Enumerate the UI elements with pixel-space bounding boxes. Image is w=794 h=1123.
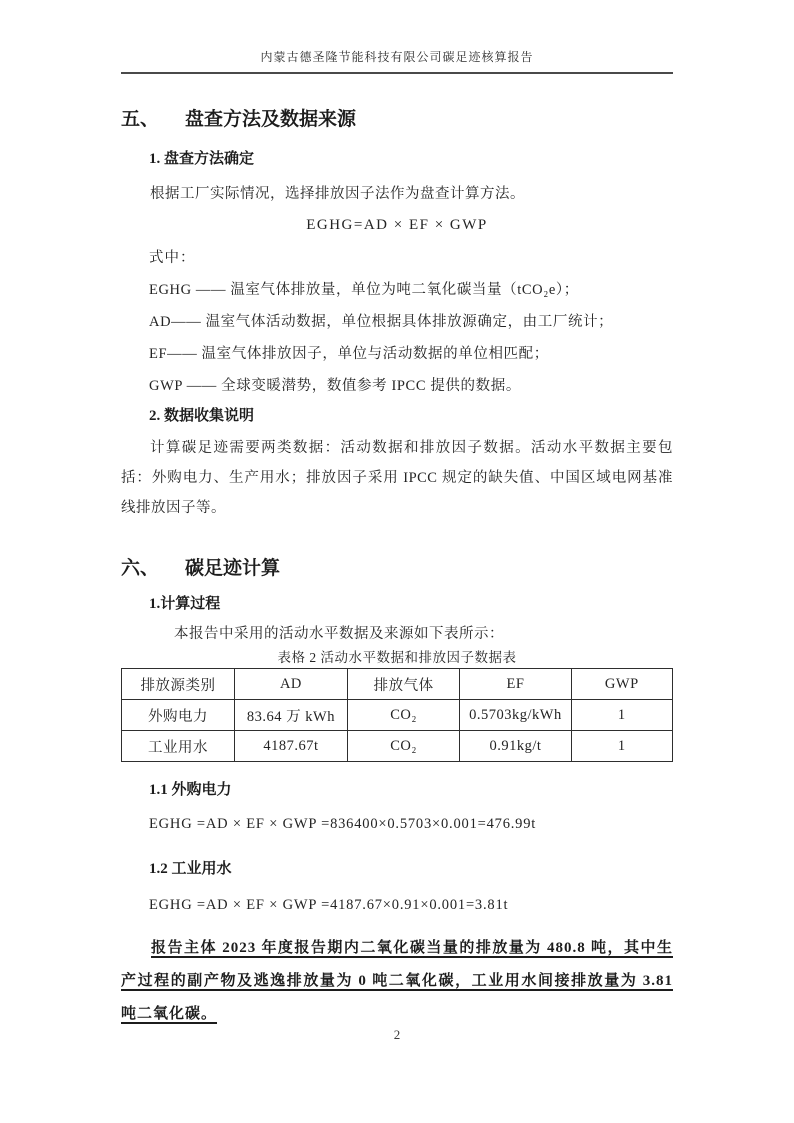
definition-ad: AD—— 温室气体活动数据，单位根据具体排放源确定，由工厂统计； bbox=[149, 314, 614, 330]
page-number: 2 bbox=[393, 1027, 401, 1042]
section-title-survey-methods: 盘查方法及数据来源 bbox=[185, 109, 357, 130]
section-heading-carbon-calculation bbox=[121, 555, 673, 582]
section-heading-survey-methods bbox=[121, 106, 673, 133]
table-row-electricity bbox=[122, 700, 673, 731]
cell-electricity-gas: CO₂ bbox=[347, 700, 459, 731]
where-label: 式中： bbox=[149, 250, 196, 266]
table-row-water bbox=[122, 731, 673, 762]
definition-ef: EF—— 温室气体排放因子，单位与活动数据的单位相匹配； bbox=[149, 346, 549, 362]
cell-electricity-source: 外购电力 bbox=[122, 700, 235, 731]
calculation-water: EGHG =AD × EF × GWP =4187.67×0.91×0.001=3.81t bbox=[149, 897, 509, 913]
header-cell-gwp: GWP bbox=[571, 669, 672, 700]
section-number-five: 五、 bbox=[121, 109, 160, 130]
header-cell-emission-source: 排放源类别 bbox=[122, 669, 235, 700]
subheading-method-determination: 1. 盘查方法确定 bbox=[149, 151, 255, 167]
definition-eghg: EGHG —— 温室气体排放量，单位为吨二氧化碳当量（tCO₂e）； bbox=[149, 282, 579, 298]
cell-electricity-ad: 83.64 万 kWh bbox=[234, 700, 347, 731]
header-cell-ef: EF bbox=[460, 669, 571, 700]
subheading-calculation-process: 1.计算过程 bbox=[149, 596, 221, 612]
table-header-row bbox=[122, 669, 673, 700]
section-number-six: 六、 bbox=[121, 558, 160, 579]
header-cell-ad: AD bbox=[234, 669, 347, 700]
paragraph-data-collection: 计算碳足迹需要两类数据：活动数据和排放因子数据。活动水平数据主要包括：外购电力、生产用水；排放因子采用 IPCC 规定的缺失值、中国区域电网基准线排放因子等。 bbox=[121, 440, 673, 516]
cell-water-ad: 4187.67t bbox=[234, 731, 347, 762]
formula-eghg: EGHG=AD × EF × GWP bbox=[306, 217, 488, 233]
calculation-electricity: EGHG =AD × EF × GWP =836400×0.5703×0.001=476.99t bbox=[149, 816, 537, 832]
cell-water-gwp: 1 bbox=[571, 731, 672, 762]
section-title-carbon-calculation: 碳足迹计算 bbox=[185, 558, 281, 579]
paragraph-method: 根据工厂实际情况，选择排放因子法作为盘查计算方法。 bbox=[150, 186, 525, 202]
cell-water-gas: CO₂ bbox=[347, 731, 459, 762]
definitions-list bbox=[121, 274, 673, 402]
paragraph-table-intro: 本报告中采用的活动水平数据及来源如下表所示： bbox=[174, 626, 504, 642]
header-cell-emission-gas: 排放气体 bbox=[347, 669, 459, 700]
subheading-industrial-water: 1.2 工业用水 bbox=[149, 861, 232, 877]
cell-water-source: 工业用水 bbox=[122, 731, 235, 762]
activity-data-table bbox=[121, 668, 673, 762]
table-caption: 表格 2 活动水平数据和排放因子数据表 bbox=[277, 650, 517, 665]
subheading-data-collection: 2. 数据收集说明 bbox=[149, 408, 255, 424]
cell-electricity-ef: 0.5703kg/kWh bbox=[460, 700, 571, 731]
cell-electricity-gwp: 1 bbox=[571, 700, 672, 731]
running-header-title: 内蒙古德圣隆节能科技有限公司碳足迹核算报告 bbox=[260, 50, 534, 64]
running-header bbox=[121, 0, 673, 74]
conclusion-paragraph: 报告主体 2023 年度报告期内二氧化碳当量的排放量为 480.8 吨，其中生产过程的副产物及逃逸排放量为 0 吨二氧化碳，工业用水间接排放量为 3.81 吨二氧化碳。 bbox=[121, 940, 673, 1022]
definition-gwp: GWP —— 全球变暖潜势，数值参考 IPCC 提供的数据。 bbox=[149, 378, 521, 394]
cell-water-ef: 0.91kg/t bbox=[460, 731, 571, 762]
subheading-purchased-electricity: 1.1 外购电力 bbox=[149, 782, 232, 798]
